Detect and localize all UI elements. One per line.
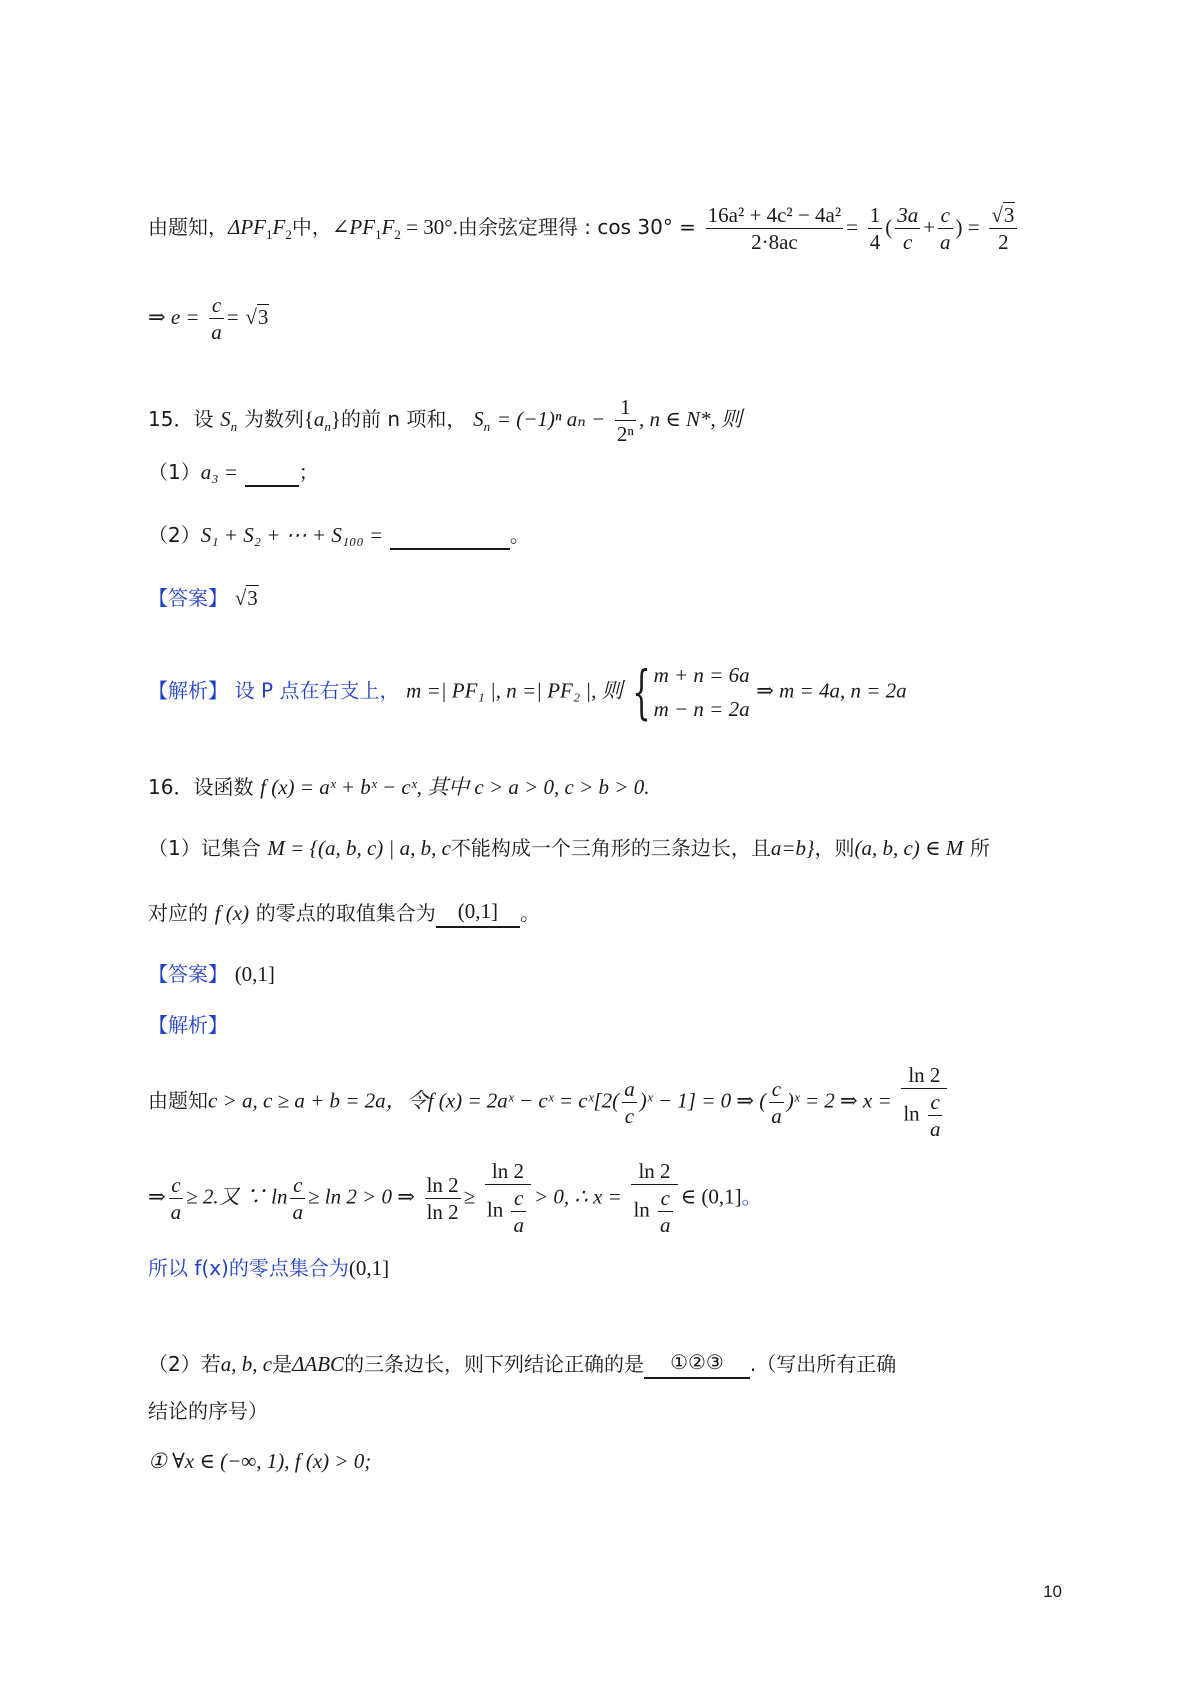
question-16-part1-cont: 对应的 f (x) 的零点的取值集合为 (0,1] 。 bbox=[148, 896, 540, 928]
solution-line-cosine: 由题知，$\Delta PF_1F_2$中，$\angle PF_1F_2 = 30^\circ$.由余弦定理得 : cos 30° = $\frac{\text{16a² + 4c² − 4a²}}{2\cdot 8ac}$ = $\frac{1}{4}$ ( $\frac{3a}{c}$ + $\frac{c}{a}$ ) = $\frac{√3}{2}$ bbox=[148, 202, 1020, 255]
analysis-16-line2: ⇒ $\frac{c}{a}$ ≥ 2.又 ∵ ln $\frac{c}{a}$ ≥ ln 2 > 0 ⇒ $\frac{\ln 2}{\ln 2}$ ≥ ln 2 ln $\frac{c}{a}$ > 0, ∴ x = ln 2 ln $\frac{c}{a}$ ∈ (0,1]。 bbox=[148, 1159, 762, 1237]
answer-15: 【答案】 √3 bbox=[148, 586, 258, 610]
fraction-quarter: $\frac{1}{4}$ bbox=[869, 203, 881, 254]
question-15: 15．设 $S_n$ 为数列$\{a_n\}$的前 n 项和， $S_n = (-1)^n$ aₙ − $\frac{1}{\text{2ⁿ}}$ , n ∈ N*, 则 bbox=[148, 395, 743, 446]
answer-16: 【答案】 (0,1] bbox=[148, 962, 275, 986]
option-1: ① ∀x ∈ (−∞, 1), f (x) > 0; bbox=[148, 1449, 372, 1473]
answer-blank[interactable] bbox=[390, 526, 510, 550]
analysis-15: 【解析】 设 P 点在右支上， m =| PF₁ |, n =| PF₂ |, 则 { m + n = 6a m − n = 2a ⇒ m = 4a, n = 2a bbox=[148, 658, 907, 726]
fraction-c-a: $\frac{c}{a}$ bbox=[292, 1172, 303, 1224]
question-16-part2-cont: 结论的序号） bbox=[148, 1399, 268, 1423]
left-brace: { bbox=[631, 658, 651, 726]
analysis-16-conclusion: 所以 f(x)的零点集合为(0,1] bbox=[148, 1256, 390, 1280]
question-16-part1: （1）记集合 M = {(a, b, c) | a, b, c不能构成一个三角形的三条边长，且a=b}，则(a, b, c) ∈ M 所 bbox=[148, 836, 991, 860]
fraction-1-2n: $\frac{1}{\text{2ⁿ}}$ bbox=[616, 395, 634, 446]
fraction-c-a: $\frac{c}{a}$ bbox=[940, 203, 951, 254]
page-number: 10 bbox=[1043, 1582, 1062, 1601]
answer-blank[interactable] bbox=[245, 463, 299, 487]
fraction-a-c: $\frac{a}{c}$ bbox=[624, 1076, 635, 1128]
question-15-part2: （2）S₁ + S₂ + ⋯ + S₁₀₀ = 。 bbox=[148, 520, 530, 550]
question-16-part2: （2）若a, b, c是ΔABC的三条边长，则下列结论正确的是 ①②③ .（写出所有正确 bbox=[148, 1347, 896, 1379]
fraction-c-a: $\frac{c}{a}$ bbox=[771, 1076, 782, 1128]
fraction-ln2-ln2: $\frac{\ln 2}{\ln 2}$ bbox=[426, 1172, 459, 1224]
fraction-ln2-lnca: ln 2 ln $\frac{c}{a}$ bbox=[901, 1062, 947, 1142]
fraction-sqrt3-2: $\frac{√3}{2}$ bbox=[989, 202, 1017, 255]
answer-blank[interactable]: (0,1] bbox=[436, 896, 520, 928]
answer-blank[interactable]: ①②③ bbox=[644, 1347, 750, 1379]
fraction-c-a: $\frac{c}{a}$ bbox=[170, 1172, 182, 1224]
fraction-ln2-lnca: ln 2 ln $\frac{c}{a}$ bbox=[485, 1158, 531, 1238]
fraction-e: $\frac{c}{a}$ bbox=[211, 293, 222, 344]
question-16: 16．设函数 f (x) = aˣ + bˣ − cˣ, 其中 c > a > 0, c > b > 0. bbox=[148, 775, 650, 799]
fraction-3a-c: $\frac{3a}{c}$ bbox=[897, 203, 919, 254]
fraction-cos: $\frac{\text{16a² + 4c² − 4a²}}{2\cdot 8ac}$ bbox=[707, 203, 842, 254]
equation-system: m + n = 6a m − n = 2a bbox=[653, 663, 750, 721]
fraction-ln2-lnca: ln 2 ln $\frac{c}{a}$ bbox=[631, 1158, 677, 1238]
question-15-part1: （1）a₃ = ； bbox=[148, 457, 319, 487]
analysis-16-tag: 【解析】 bbox=[148, 1013, 228, 1037]
analysis-16-line1: 由题知c > a, c ≥ a + b = 2a，令f (x) = 2aˣ − cˣ = cˣ[2( $\frac{a}{c}$ )ˣ − 1] = 0 ⇒ ( $\frac{c}{a}$ )ˣ = 2 ⇒ x = ln 2 ln $\frac{c}{a}$ bbox=[148, 1062, 950, 1142]
solution-line-eccentricity: ⇒ e = $\frac{c}{a}$ = √3 bbox=[148, 293, 269, 344]
